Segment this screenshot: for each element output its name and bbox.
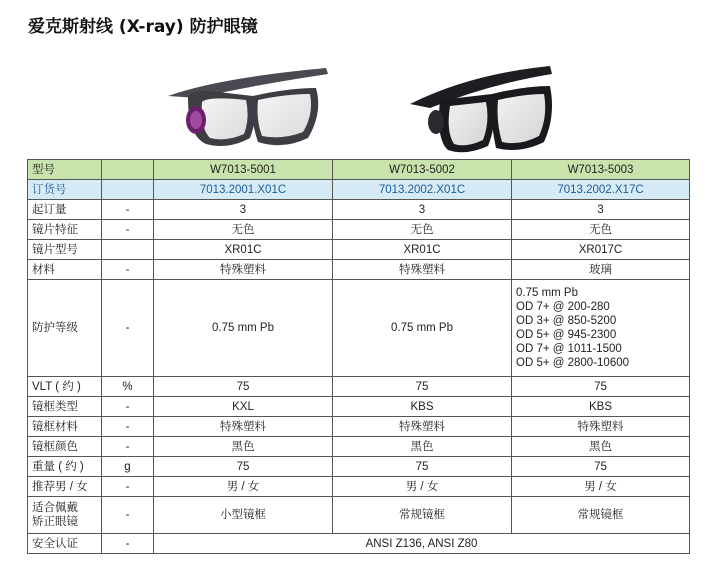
certification-value: ANSI Z136, ANSI Z80	[154, 534, 690, 554]
lens-model-1: XR01C	[154, 240, 333, 260]
unit-lens-model	[102, 240, 154, 260]
vlt-3: 75	[512, 377, 690, 397]
product-image-1	[158, 58, 333, 158]
protection-3	[512, 280, 690, 377]
vlt-2: 75	[333, 377, 512, 397]
label-material: 材料	[28, 260, 102, 280]
row-gender	[28, 477, 690, 497]
label-frame-material: 镜框材料	[28, 417, 102, 437]
model-2: W7013-5002	[333, 160, 512, 180]
min-order-1: 3	[154, 200, 333, 220]
label-over-glasses-line: 矫正眼镜	[32, 516, 78, 528]
unit-model	[102, 160, 154, 180]
protection-3-line: OD 7+ @ 200-280	[516, 301, 610, 313]
row-protection	[28, 280, 690, 377]
unit-frame-color: -	[102, 437, 154, 457]
row-lens-model	[28, 240, 690, 260]
unit-frame-material: -	[102, 417, 154, 437]
row-frame-color	[28, 437, 690, 457]
frame-color-1: 黑色	[154, 437, 333, 457]
unit-weight: g	[102, 457, 154, 477]
protection-3-line: OD 3+ @ 850-5200	[516, 315, 617, 327]
frame-type-2: KBS	[333, 397, 512, 417]
frame-color-2: 黑色	[333, 437, 512, 457]
order-2: 7013.2002.X01C	[333, 180, 512, 200]
frame-color-3: 黑色	[512, 437, 690, 457]
row-frame-type	[28, 397, 690, 417]
label-vlt: VLT ( 约 )	[28, 377, 102, 397]
frame-type-3: KBS	[512, 397, 690, 417]
order-3: 7013.2002.X17C	[512, 180, 690, 200]
over-glasses-3: 常规镜框	[512, 497, 690, 534]
label-certification: 安全认证	[28, 534, 102, 554]
material-2: 特殊塑料	[333, 260, 512, 280]
gender-3: 男 / 女	[512, 477, 690, 497]
material-3: 玻璃	[512, 260, 690, 280]
protection-3-line: OD 5+ @ 945-2300	[516, 329, 617, 341]
label-order: 订货号	[28, 180, 102, 200]
material-1: 特殊塑料	[154, 260, 333, 280]
row-order	[28, 180, 690, 200]
product-image-2	[400, 60, 565, 160]
frame-material-3: 特殊塑料	[512, 417, 690, 437]
order-1: 7013.2001.X01C	[154, 180, 333, 200]
weight-1: 75	[154, 457, 333, 477]
lens-feature-1: 无色	[154, 220, 333, 240]
unit-frame-type: -	[102, 397, 154, 417]
label-lens-feature: 镜片特征	[28, 220, 102, 240]
protection-3-line: 0.75 mm Pb	[516, 287, 578, 299]
frame-type-1: KXL	[154, 397, 333, 417]
weight-3: 75	[512, 457, 690, 477]
over-glasses-1: 小型镜框	[154, 497, 333, 534]
row-material	[28, 260, 690, 280]
label-model: 型号	[28, 160, 102, 180]
over-glasses-2: 常规镜框	[333, 497, 512, 534]
row-min-order	[28, 200, 690, 220]
unit-over-glasses: -	[102, 497, 154, 534]
label-over-glasses-line: 适合佩戴	[32, 502, 78, 514]
label-frame-color: 镜框颜色	[28, 437, 102, 457]
label-min-order: 起订量	[28, 200, 102, 220]
unit-certification: -	[102, 534, 154, 554]
unit-vlt: %	[102, 377, 154, 397]
frame-material-2: 特殊塑料	[333, 417, 512, 437]
row-certification	[28, 534, 690, 554]
unit-order	[102, 180, 154, 200]
row-model	[28, 160, 690, 180]
row-vlt	[28, 377, 690, 397]
min-order-2: 3	[333, 200, 512, 220]
gender-2: 男 / 女	[333, 477, 512, 497]
row-over-glasses	[28, 497, 690, 534]
label-protection: 防护等级	[28, 280, 102, 377]
unit-material: -	[102, 260, 154, 280]
protection-3-line: OD 7+ @ 1011-1500	[516, 343, 622, 355]
model-3: W7013-5003	[512, 160, 690, 180]
weight-2: 75	[333, 457, 512, 477]
label-frame-type: 镜框类型	[28, 397, 102, 417]
label-over-glasses	[28, 497, 102, 534]
page-title: 爱克斯射线 (X-ray) 防护眼镜	[28, 17, 258, 37]
protection-2: 0.75 mm Pb	[333, 280, 512, 377]
row-weight	[28, 457, 690, 477]
row-lens-feature	[28, 220, 690, 240]
lens-model-2: XR01C	[333, 240, 512, 260]
spec-table	[27, 159, 690, 554]
protection-1: 0.75 mm Pb	[154, 280, 333, 377]
gender-1: 男 / 女	[154, 477, 333, 497]
unit-protection: -	[102, 280, 154, 377]
lens-model-3: XR017C	[512, 240, 690, 260]
unit-gender: -	[102, 477, 154, 497]
lens-feature-2: 无色	[333, 220, 512, 240]
label-gender: 推荐男 / 女	[28, 477, 102, 497]
model-1: W7013-5001	[154, 160, 333, 180]
protection-3-line: OD 5+ @ 2800-10600	[516, 357, 630, 369]
unit-min-order: -	[102, 200, 154, 220]
min-order-3: 3	[512, 200, 690, 220]
frame-material-1: 特殊塑料	[154, 417, 333, 437]
row-frame-material	[28, 417, 690, 437]
lens-feature-3: 无色	[512, 220, 690, 240]
unit-lens-feature: -	[102, 220, 154, 240]
label-lens-model: 镜片型号	[28, 240, 102, 260]
label-weight: 重量 ( 约 )	[28, 457, 102, 477]
vlt-1: 75	[154, 377, 333, 397]
